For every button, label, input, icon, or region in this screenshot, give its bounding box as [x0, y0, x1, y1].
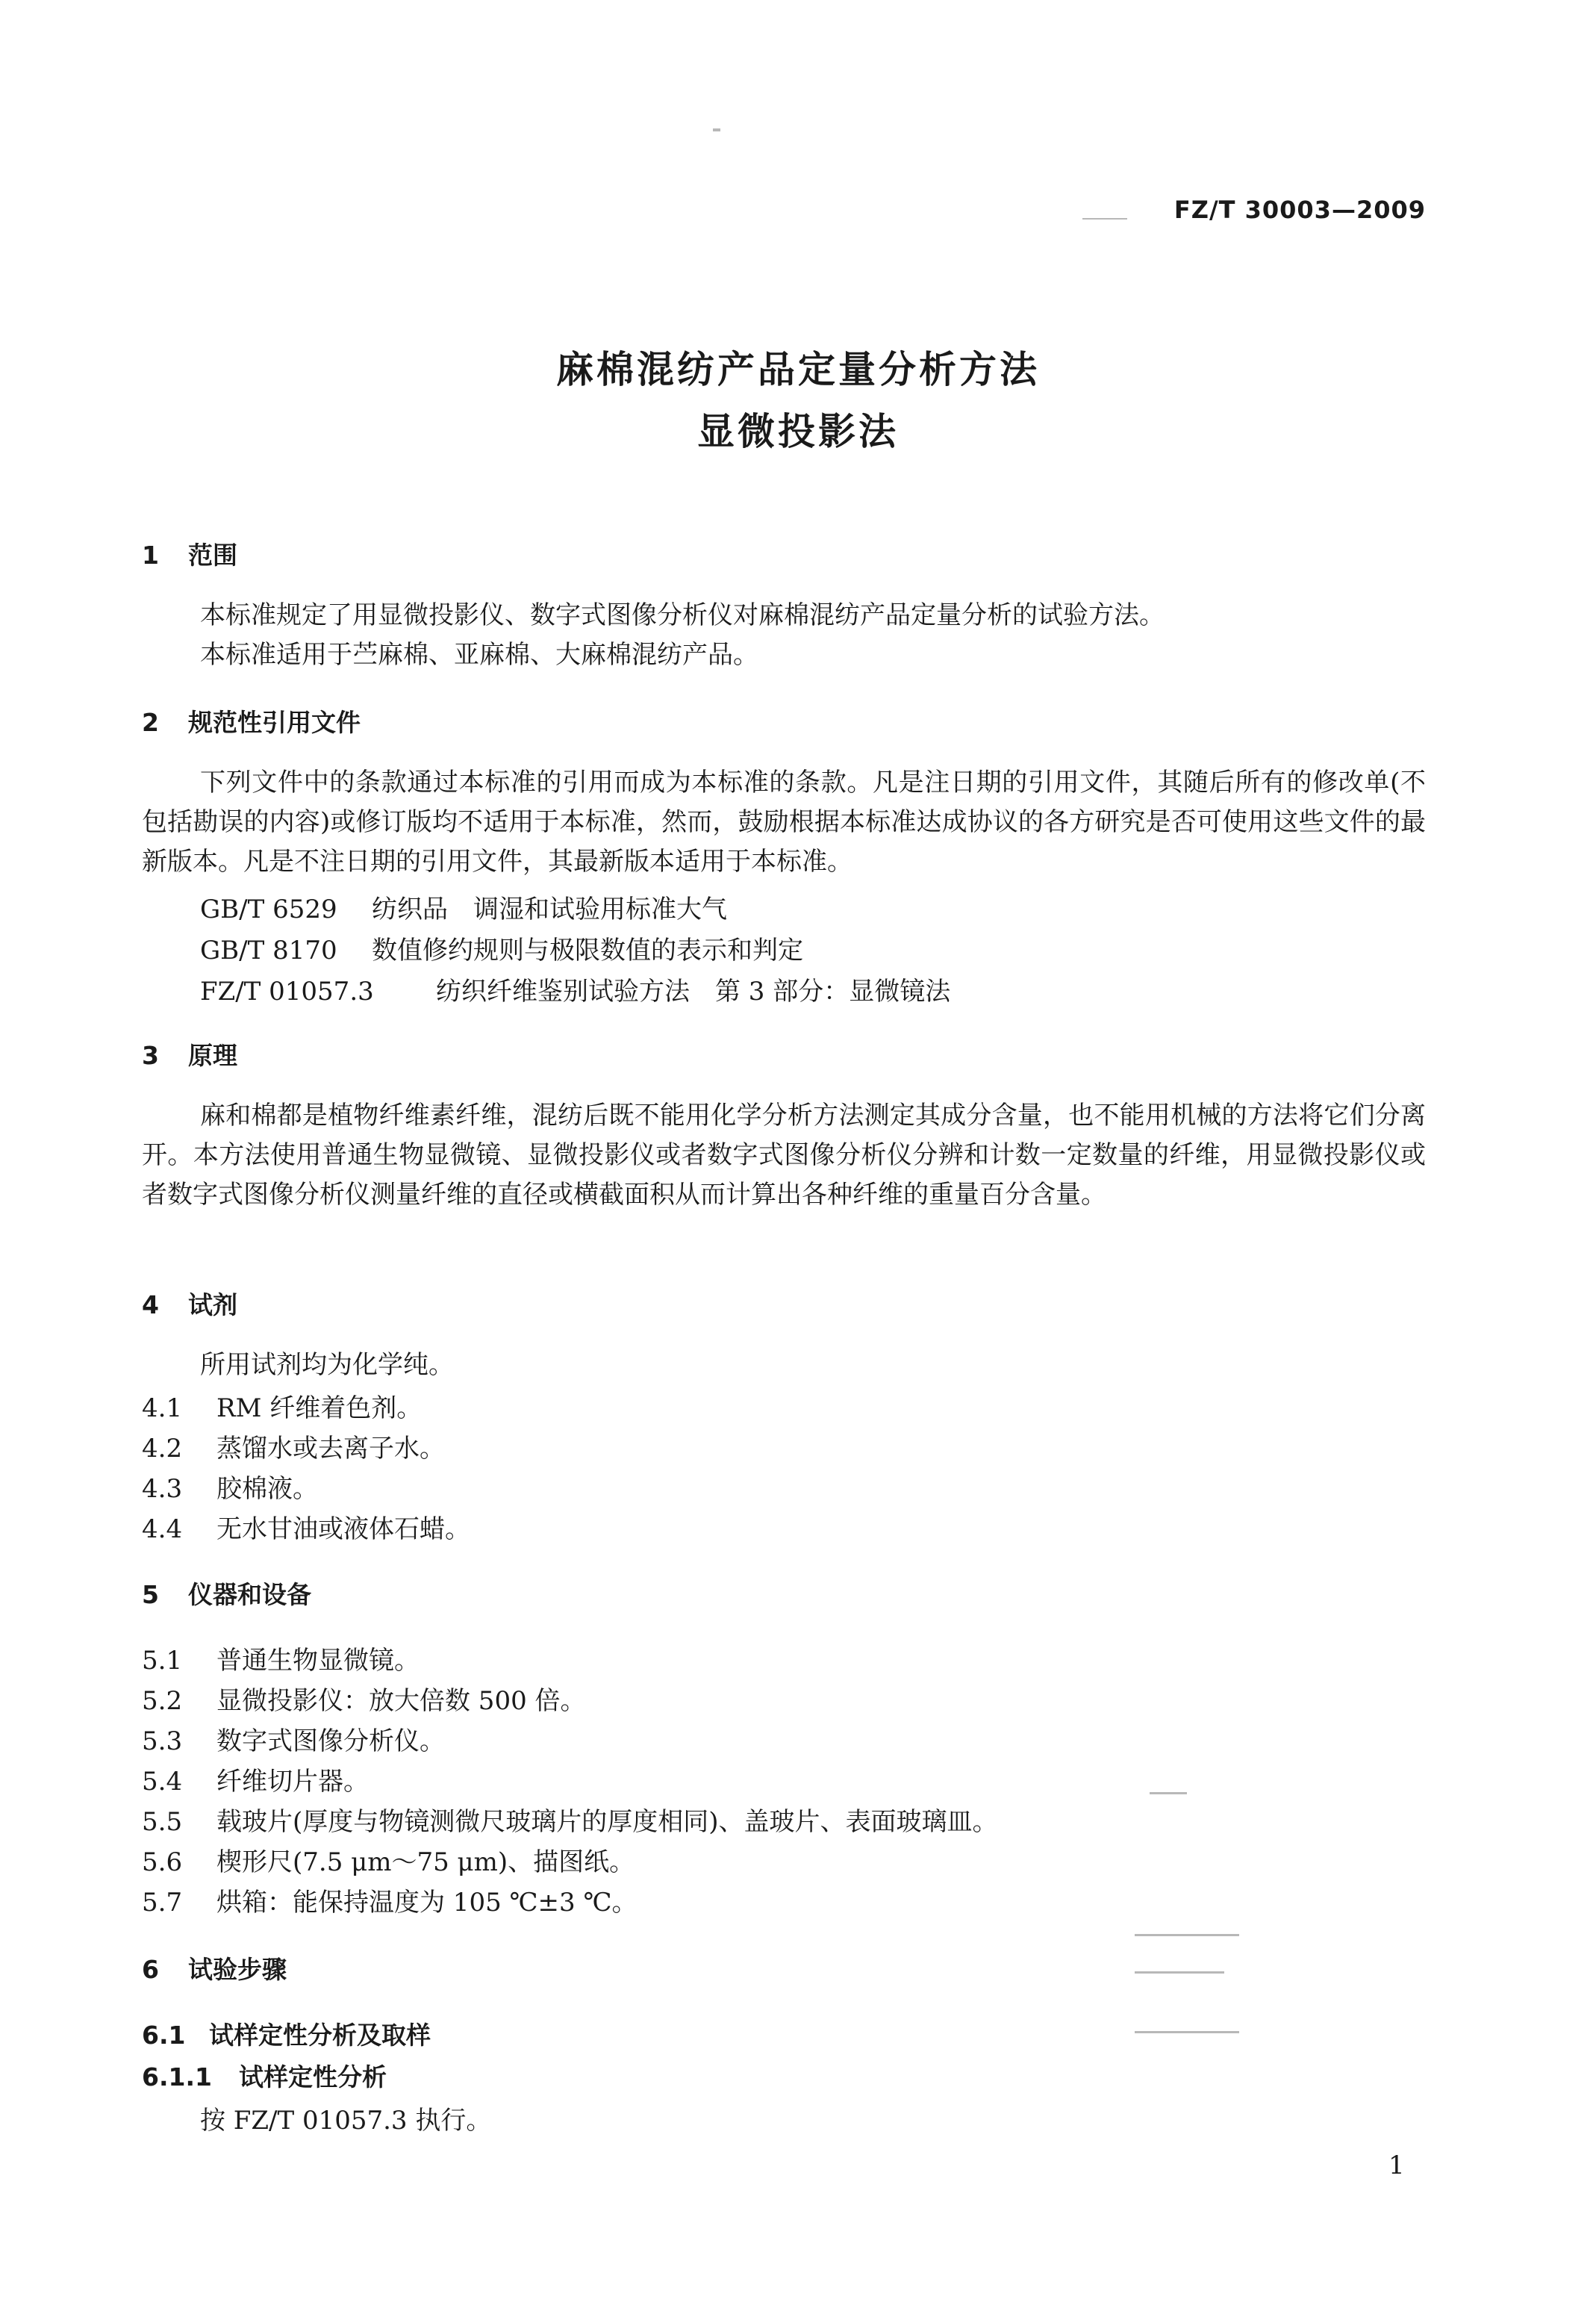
section-number: 3 [142, 1041, 159, 1070]
subsection-number: 6.1.1 [142, 2062, 212, 2092]
scan-speck [1150, 1792, 1187, 1794]
section-number: 5 [142, 1580, 159, 1609]
item-text: 数字式图像分析仪。 [216, 1726, 445, 1756]
subsection-6-1-1-heading [142, 2058, 387, 2093]
subsection-6-1-1-text: 按 FZ/T 01057.3 执行。 [200, 2106, 492, 2136]
scan-speck [1135, 2031, 1239, 2033]
list-item [142, 1720, 445, 1757]
section-number: 1 [142, 541, 159, 570]
section-6-heading [142, 1950, 287, 1985]
section-number: 4 [142, 1290, 159, 1319]
section-1-heading [142, 536, 237, 571]
item-number: 5.1 [142, 1646, 183, 1676]
subsection-6-1-heading [142, 2016, 431, 2051]
section-1-paragraph-1: 本标准规定了用显微投影仪、数字式图像分析仪对麻棉混纺产品定量分析的试验方法。 [200, 600, 1165, 630]
subsection-number: 6.1 [142, 2021, 186, 2050]
section-1-paragraph-2: 本标准适用于苎麻棉、亚麻棉、大麻棉混纺产品。 [200, 640, 758, 670]
list-item [142, 1761, 369, 1797]
item-number: 5.3 [142, 1726, 183, 1756]
list-item [142, 1468, 318, 1505]
item-number: 4.3 [142, 1474, 183, 1504]
scan-speck [1135, 1971, 1224, 1974]
reference-code: FZ/T 01057.3 [200, 977, 374, 1007]
section-title: 规范性引用文件 [188, 708, 361, 737]
item-text: 无水甘油或液体石蜡。 [216, 1514, 470, 1544]
item-text: 载玻片(厚度与物镜测微尺玻璃片的厚度相同)、盖玻片、表面玻璃皿。 [216, 1807, 998, 1837]
list-item [142, 1841, 635, 1878]
reference-item [200, 971, 950, 1007]
document-title: 麻棉混纺产品定量分析方法 [556, 348, 1040, 391]
section-4-heading [142, 1286, 237, 1321]
reference-item [200, 930, 803, 966]
item-text: 胶棉液。 [216, 1474, 318, 1504]
list-item [142, 1428, 445, 1464]
section-2-heading [142, 703, 361, 738]
section-3-heading [142, 1036, 237, 1072]
section-4-paragraph: 所用试剂均为化学纯。 [200, 1350, 454, 1380]
standard-number: FZ/T 30003—2009 [1173, 196, 1426, 224]
section-2-paragraph: 下列文件中的条款通过本标准的引用而成为本标准的条款。凡是注日期的引用文件，其随后所有的修改单(不包括勘误的内容)或修订版均不适用于本标准，然而，鼓励根据本标准达成协议的各方研究是否可使用这些文件的最新版本。凡是不注日期的引用文件，其最新版本适用于本标准。 [142, 768, 1426, 877]
reference-code: GB/T 8170 [200, 936, 337, 965]
reference-item [200, 889, 727, 925]
scan-speck [1135, 1934, 1239, 1936]
section-number: 6 [142, 1955, 159, 1984]
section-number: 2 [142, 708, 159, 737]
item-number: 5.5 [142, 1807, 183, 1837]
section-title: 仪器和设备 [188, 1580, 311, 1609]
reference-title: 数值修约规则与极限数值的表示和判定 [372, 936, 803, 965]
item-text: 普通生物显微镜。 [216, 1646, 420, 1676]
item-text: 显微投影仪：放大倍数 500 倍。 [216, 1686, 586, 1716]
reference-title: 纺织品 调湿和试验用标准大气 [372, 895, 727, 924]
item-text: 纤维切片器。 [216, 1767, 369, 1797]
list-item [142, 1801, 998, 1838]
list-item [142, 1508, 470, 1545]
subsection-title: 试样定性分析及取样 [209, 2021, 431, 2050]
section-title: 试剂 [188, 1290, 237, 1319]
list-item [142, 1387, 422, 1424]
section-3-paragraph: 麻和棉都是植物纤维素纤维，混纺后既不能用化学分析方法测定其成分含量，也不能用机械的方法将它们分离开。本方法使用普通生物显微镜、显微投影仪或者数字式图像分析仪分辨和计数一定数量的纤维，用显微投影仪或者数字式图像分析仪测量纤维的直径或横截面积从而计算出各种纤维的重量百分含量。 [142, 1101, 1426, 1210]
page-number: 1 [1388, 2151, 1405, 2180]
item-text: RM 纤维着色剂。 [216, 1393, 423, 1423]
item-text: 蒸馏水或去离子水。 [216, 1434, 445, 1464]
scan-speck [713, 128, 720, 131]
item-number: 5.6 [142, 1847, 183, 1877]
section-title: 原理 [188, 1041, 237, 1070]
subsection-title: 试样定性分析 [239, 2062, 387, 2092]
item-number: 4.4 [142, 1514, 183, 1544]
reference-code: GB/T 6529 [200, 895, 337, 924]
section-title: 试验步骤 [188, 1955, 287, 1984]
reference-title: 纺织纤维鉴别试验方法 第 3 部分：显微镜法 [436, 977, 951, 1007]
item-text: 烘箱：能保持温度为 105 ℃±3 ℃。 [216, 1888, 638, 1918]
document-subtitle: 显微投影法 [697, 410, 899, 453]
scan-speck [1082, 218, 1127, 220]
item-number: 5.7 [142, 1888, 183, 1918]
list-item [142, 1680, 586, 1717]
list-item [142, 1640, 420, 1676]
item-text: 楔形尺(7.5 μm～75 μm)、描图纸。 [216, 1847, 635, 1877]
item-number: 4.2 [142, 1434, 183, 1464]
section-5-heading [142, 1576, 311, 1611]
item-number: 4.1 [142, 1393, 183, 1423]
item-number: 5.2 [142, 1686, 183, 1716]
section-title: 范围 [188, 541, 237, 570]
list-item [142, 1882, 638, 1918]
item-number: 5.4 [142, 1767, 183, 1797]
